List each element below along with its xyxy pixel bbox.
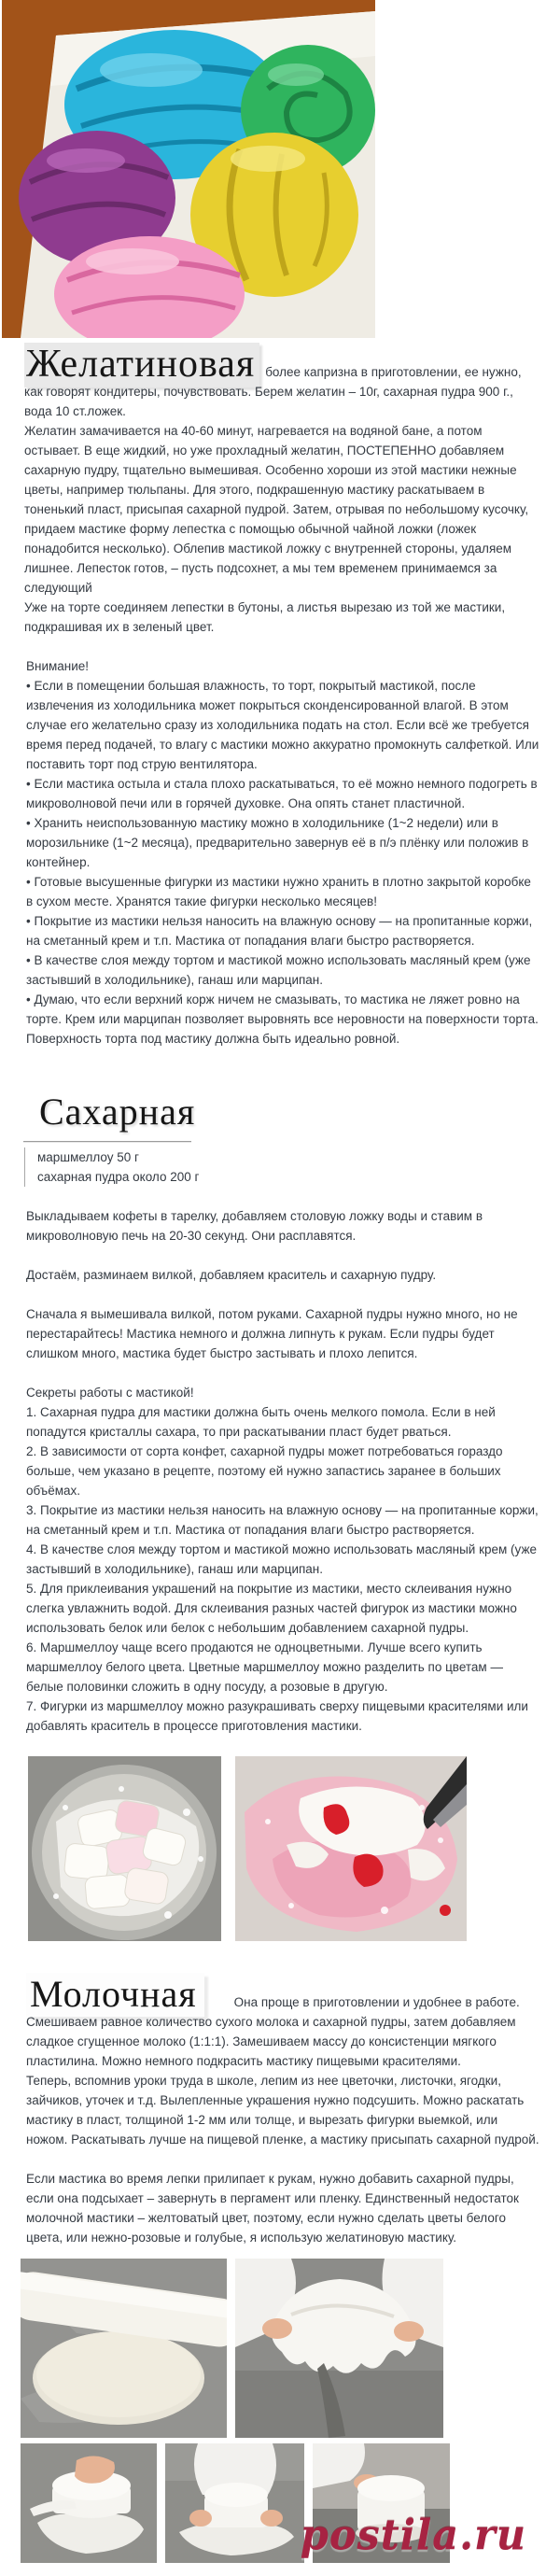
gelatin-intro-text: более капризна в приготовлении, ее нужно, как говорят кондитеры, почувствовать. Берем желатин – 10г, сахарная пудра 900 г., вода 10 ст.ложек. bbox=[24, 365, 522, 418]
sugar-step-mix: Сначала я вымешивала вилкой, потом руками. Сахарной пудры нужно много, но не перестарайтесь! Мастика немного и должна липнуть к рукам. Если пудры будет слишком много, мастика будет быстро застывать и плохо лепится. bbox=[26, 1307, 518, 1360]
warning-item: • В качестве слоя между тортом и мастикой можно использовать масляный крем (уже застывший в холодильнике), ганаш или марципан. bbox=[26, 953, 531, 987]
milk-tips-text: Если мастика во время лепки прилипает к рукам, нужно добавить сахарной пудры, если она подсыхает – завернуть в пергамент или пленку. Единственный недостаток молочной мастики – желтоватый цвет, поэтому, если нужно сделать цветы белого цвета, или нежно-розовые и голубые, я использую желатиновую мастику. bbox=[26, 2172, 519, 2245]
warning-item: • Если мастика остыла и стала плохо раскатываться, то её можно немного подогреть в микроволновой печи или в горячей духовке. Она опять станет пластичной. bbox=[26, 777, 538, 810]
gelatin-section-title: Желатиновая bbox=[24, 343, 259, 387]
warning-item: • Думаю, что если верхний корж ничем не смазывать, то мастика не ляжет ровно на торте. Крем или марципан позволяет выровнять все неровности на поверхности торта. Поверхность торта под мастику должна быть идеально ровной. bbox=[26, 992, 539, 1046]
secret-item: 4. В качестве слоя между тортом и мастикой можно использовать масляный крем (уже застывший в холодильнике), ганаш или марципан. bbox=[26, 1542, 537, 1576]
warning-item: • Хранить неиспользованную мастику можно в холодильнике (1~2 недели) или в морозильнике (1~2 месяца), предварительно завернув её в п/э плёнку или положив в контейнер. bbox=[26, 816, 529, 869]
marshmallow-photo-row bbox=[28, 1756, 539, 1941]
sugar-ingredients bbox=[24, 1147, 539, 1187]
ingredient-marshmallow: маршмеллоу 50 г bbox=[37, 1150, 139, 1164]
sugar-step-melt: Выкладываем кофеты в тарелку, добавляем столовую ложку воды и ставим в микроволновую печь на 20-30 секунд. Они расплавятся. bbox=[26, 1209, 483, 1243]
secrets-block bbox=[26, 1383, 539, 1736]
sugar-section-title: Сахарная bbox=[39, 1091, 196, 1133]
secret-item: 7. Фигурки из маршмеллоу можно разукрашивать сверху пищевыми красителями или добавлять краситель в процессе приготовления мастики. bbox=[26, 1699, 528, 1733]
photo-marshmallows-in-bowl bbox=[28, 1756, 221, 1941]
section-sugar bbox=[26, 1090, 539, 1941]
gelatin-petals-text: Уже на торте соединяем лепестки в бутоны, а листья вырезаю из той же мастики, подкрашивая их в зеленый цвет. bbox=[24, 600, 506, 634]
photo-colored-mastic-rolls bbox=[2, 0, 375, 338]
milk-intro-text: Она проще в приготовлении и удобнее в работе. Смешиваем равное количество сухого молока и сахарной пудры, затем добавляем сладкое сгущенное молоко (1:1:1). Замешиваем массу до консистенции мягкого пластилина. Можно немного подкрасить мастику пищевыми красителями. bbox=[26, 1995, 520, 2068]
photo-smoothing-fondant bbox=[21, 2443, 157, 2563]
warning-block bbox=[26, 656, 539, 1049]
section-gelatin bbox=[24, 343, 539, 1049]
secret-item: 2. В зависимости от сорта конфет, сахарной пудры может потребоваться гораздо больше, чем указано в рецепте, поэтому ей нужно запастись заранее в больших объёмах. bbox=[26, 1444, 503, 1498]
secret-item: 1. Сахарная пудра для мастики должна быть очень мелкого помола. Если в ней попадутся кристаллы сахара, то при раскатывании пласт будет рваться. bbox=[26, 1405, 496, 1439]
warning-item: • Готовые высушенные фигурки из мастики нужно хранить в плотно закрытой коробке в сухом месте. Хранятся такие фигурки несколько месяцев! bbox=[26, 875, 531, 908]
gelatin-steps-text: Желатин замачивается на 40-60 минут, нагревается на водяной бане, а потом остывает. В еще жидкий, но уже прохладный желатин, ПОСТЕПЕННО добавляем сахарную пудру, тщательно вымешивая. Особенно хороши из этой мастики нежные цветы, например тюльпаны. Для этого, подкрашенную мастику раскатываем в тоненький пласт, присыпая сахарной пудрой. Затем, отрывая по небольшому кусочку, придаем мастике форму лепестка с помощью обычной чайной ложки (ложек понадобится несколько). Облепив мастикой ложку с внутренней стороны, удаляем лишнее. Лепесток готов, – пусть подсохнет, а мы тем временем принимаемся за следующий bbox=[24, 424, 529, 595]
photo-rolling-fondant bbox=[21, 2259, 227, 2438]
cake-covering-photo-grid bbox=[21, 2259, 539, 2563]
ingredient-powdered-sugar: сахарная пудра около 200 г bbox=[37, 1170, 200, 1184]
photo-pink-mastic-mixing bbox=[235, 1756, 467, 1941]
photo-draping-fondant-on-cake bbox=[235, 2259, 443, 2438]
secret-item: 6. Маршмеллоу чаще всего продаются не одноцветными. Лучше всего купить маршмеллоу белого цвета. Цветные маршмеллоу можно разделить по цветам — белые половинки сложить в одну посуду, а розовые в другую. bbox=[26, 1640, 503, 1694]
postila-watermark: postila.ru bbox=[300, 2511, 526, 2561]
warning-item: • Покрытие из мастики нельзя наносить на влажную основу — на пропитанные коржи, на сметанный крем и т.п. Мастика от попадания влаги быстро растворяется. bbox=[26, 914, 533, 948]
photo-pressing-fondant-sides bbox=[165, 2443, 304, 2563]
warning-title: Внимание! bbox=[26, 659, 90, 673]
gelatin-lead-paragraph bbox=[24, 343, 539, 637]
milk-lead-paragraph bbox=[26, 1973, 539, 2149]
secrets-title: Секреты работы с мастикой! bbox=[26, 1386, 194, 1400]
milk-shaping-text: Теперь, вспомнив уроки труда в школе, лепим из нее цветочки, листочки, ягодки, зайчиков, уточек и т.д. Вылепленные украшения нужно подсушить. Можно раскатать мастику в пласт, толщиной 1-2 мм или толще, и вырезать фигурки выемкой, или ножом. Раскатывать лучше на пищевой пленке, а мастику присыпать сахарной пудрой. bbox=[26, 2074, 539, 2147]
title-underline bbox=[23, 1141, 191, 1142]
grid-row-1 bbox=[21, 2259, 539, 2438]
sugar-step-knead: Достаём, разминаем вилкой, добавляем краситель и сахарную пудру. bbox=[26, 1268, 437, 1282]
warning-item: • Если в помещении большая влажность, то торт, покрытый мастикой, после извлечения из холодильника может покрыться сконденсированной влагой. В этом случае его желательно сразу из холодильника подать на стол. Если всё же требуется время перед подачей, то влагу с мастики можно аккуратно промокнуть салфеткой. Или поставить торт под струю вентилятора. bbox=[26, 679, 539, 771]
section-milk bbox=[26, 1973, 539, 2563]
secret-item: 3. Покрытие из мастики нельзя наносить на влажную основу — на пропитанные коржи, на сметанный крем и т.п. Мастика от попадания влаги быстро растворяется. bbox=[26, 1503, 539, 1537]
milk-section-title: Молочная bbox=[26, 1973, 204, 2017]
photo-colored-mastic-rolls-art bbox=[2, 0, 375, 338]
secret-item: 5. Для приклеивания украшений на покрытие из мастики, место склеивания нужно слегка увлажнить водой. Для склеивания разных частей фигурок из мастики можно использовать белок или белок с небольшим добавлением сахарной пудры. bbox=[26, 1582, 517, 1635]
